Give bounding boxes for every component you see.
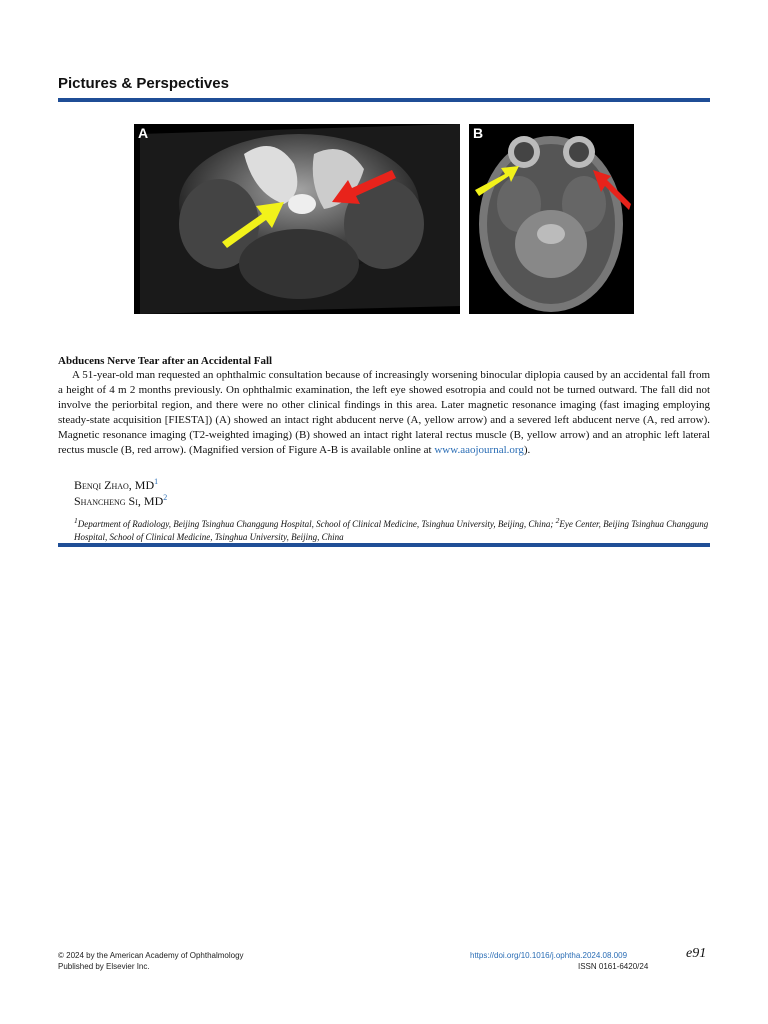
issn: ISSN 0161-6420/24	[578, 962, 649, 971]
doi-link[interactable]: https://doi.org/10.1016/j.ophtha.2024.08.009	[470, 951, 628, 960]
affil-sup-2: 2	[555, 516, 560, 525]
affil-text-2: Eye Center, Beijing Tsinghua Changgung Hospital, School of Clinical Medicine, Tsinghua University, Beijing, China	[74, 519, 709, 542]
page-number: e91	[686, 946, 707, 961]
section-title: Pictures & Perspectives	[58, 75, 229, 92]
top-divider	[58, 98, 710, 102]
figure-panel-a	[134, 124, 460, 314]
affil-sup-1: 1	[74, 516, 78, 525]
affil-text-1: Department of Radiology, Beijing Tsinghua Changgung Hospital, School of Clinical Medicine, Tsinghua University, Beijing, China;	[77, 519, 554, 529]
mri-coronal-image	[134, 124, 460, 314]
author-sup: 2	[163, 493, 168, 502]
copyright: © 2024 by the American Academy of Ophthalmology	[58, 951, 244, 960]
journal-link[interactable]: www.aaojournal.org	[434, 444, 524, 456]
publisher: Published by Elsevier Inc.	[58, 962, 150, 971]
body-text: A 51-year-old man requested an ophthalmic consultation because of increasingly worsening binocular diplopia caused by an accidental fall from a height of 4 m 2 months previously. On ophthalmic examination, the left eye showed esotropia and could not be turned outward. The fall did not involve the periorbital region, and there were no other clinical findings in this area. Later magnetic resonance imaging (fast imaging employing steady-state acquisition [FIESTA]) (A) showed an intact right abducent nerve (A, yellow arrow) and a severed left abducent nerve (A, red arrow). Magnetic resonance imaging (T2-weighted imaging) (B) showed an intact right lateral rectus muscle (B, yellow arrow) and an atrophic left lateral rectus muscle (B, red arrow). (Magnified version of Figure A-B is available online at	[58, 369, 710, 456]
author-name: Shancheng Si, MD	[74, 494, 164, 508]
affiliations	[74, 514, 710, 544]
body-end: ).	[523, 444, 531, 456]
article-body	[58, 368, 710, 458]
figure-panel-b	[469, 124, 634, 314]
author-2	[74, 493, 167, 509]
mri-axial-image	[469, 124, 634, 314]
bottom-divider	[58, 543, 710, 547]
panel-b-label: B	[473, 125, 484, 141]
panel-a-label: A	[138, 125, 149, 141]
article-title: Abducens Nerve Tear after an Accidental Fall	[58, 355, 273, 367]
author-1	[74, 477, 158, 493]
author-name: Benqi Zhao, MD	[74, 478, 155, 492]
author-sup: 1	[154, 477, 159, 486]
